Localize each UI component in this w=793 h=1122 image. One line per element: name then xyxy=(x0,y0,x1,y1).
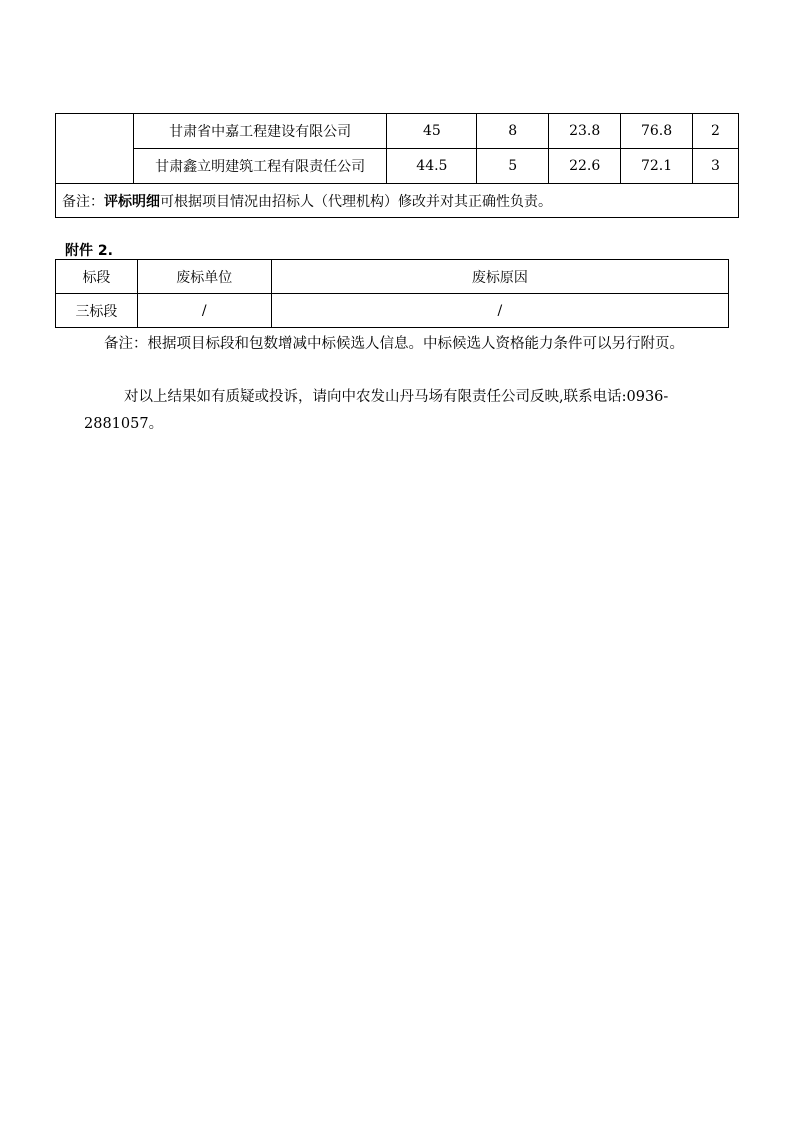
rank-cell: 2 xyxy=(693,114,739,149)
contact-paragraph: 对以上结果如有质疑或投诉，请向中农发山丹马场有限责任公司反映,联系电话:0936-2881057。 xyxy=(84,389,669,432)
attachment-title: 附件 2. xyxy=(65,243,113,259)
score-cell: 23.8 xyxy=(549,114,621,149)
table-row xyxy=(56,149,739,184)
note-prefix: 备注： xyxy=(62,193,104,210)
section-cell: 三标段 xyxy=(56,294,138,328)
company-name: 甘肃省中嘉工程建设有限公司 xyxy=(133,114,387,149)
score-cell: 22.6 xyxy=(549,149,621,184)
score-cell: 45 xyxy=(387,114,477,149)
score-cell: 5 xyxy=(477,149,549,184)
disqualified-bid-table xyxy=(55,259,729,328)
table-header-row xyxy=(56,260,729,294)
table-note xyxy=(56,184,739,218)
unit-cell: / xyxy=(137,294,271,328)
header-section: 标段 xyxy=(56,260,138,294)
note-rest-text: 可根据项目情况由招标人（代理机构）修改并对其正确性负责。 xyxy=(160,193,552,210)
empty-section-cell xyxy=(56,114,134,184)
header-unit: 废标单位 xyxy=(137,260,271,294)
total-score-cell: 72.1 xyxy=(621,149,693,184)
score-cell: 8 xyxy=(477,114,549,149)
reason-cell: / xyxy=(271,294,728,328)
note-bold-text: 评标明细 xyxy=(104,193,160,210)
table-row xyxy=(56,294,729,328)
company-name: 甘肃鑫立明建筑工程有限责任公司 xyxy=(133,149,387,184)
rank-cell: 3 xyxy=(693,149,739,184)
remark-paragraph: 备注：根据项目标段和包数增减中标候选人信息。中标候选人资格能力条件可以另行附页。 xyxy=(104,336,684,352)
bid-result-table xyxy=(55,113,739,218)
total-score-cell: 76.8 xyxy=(621,114,693,149)
table-note-row xyxy=(56,184,739,218)
table-row xyxy=(56,114,739,149)
header-reason: 废标原因 xyxy=(271,260,728,294)
score-cell: 44.5 xyxy=(387,149,477,184)
